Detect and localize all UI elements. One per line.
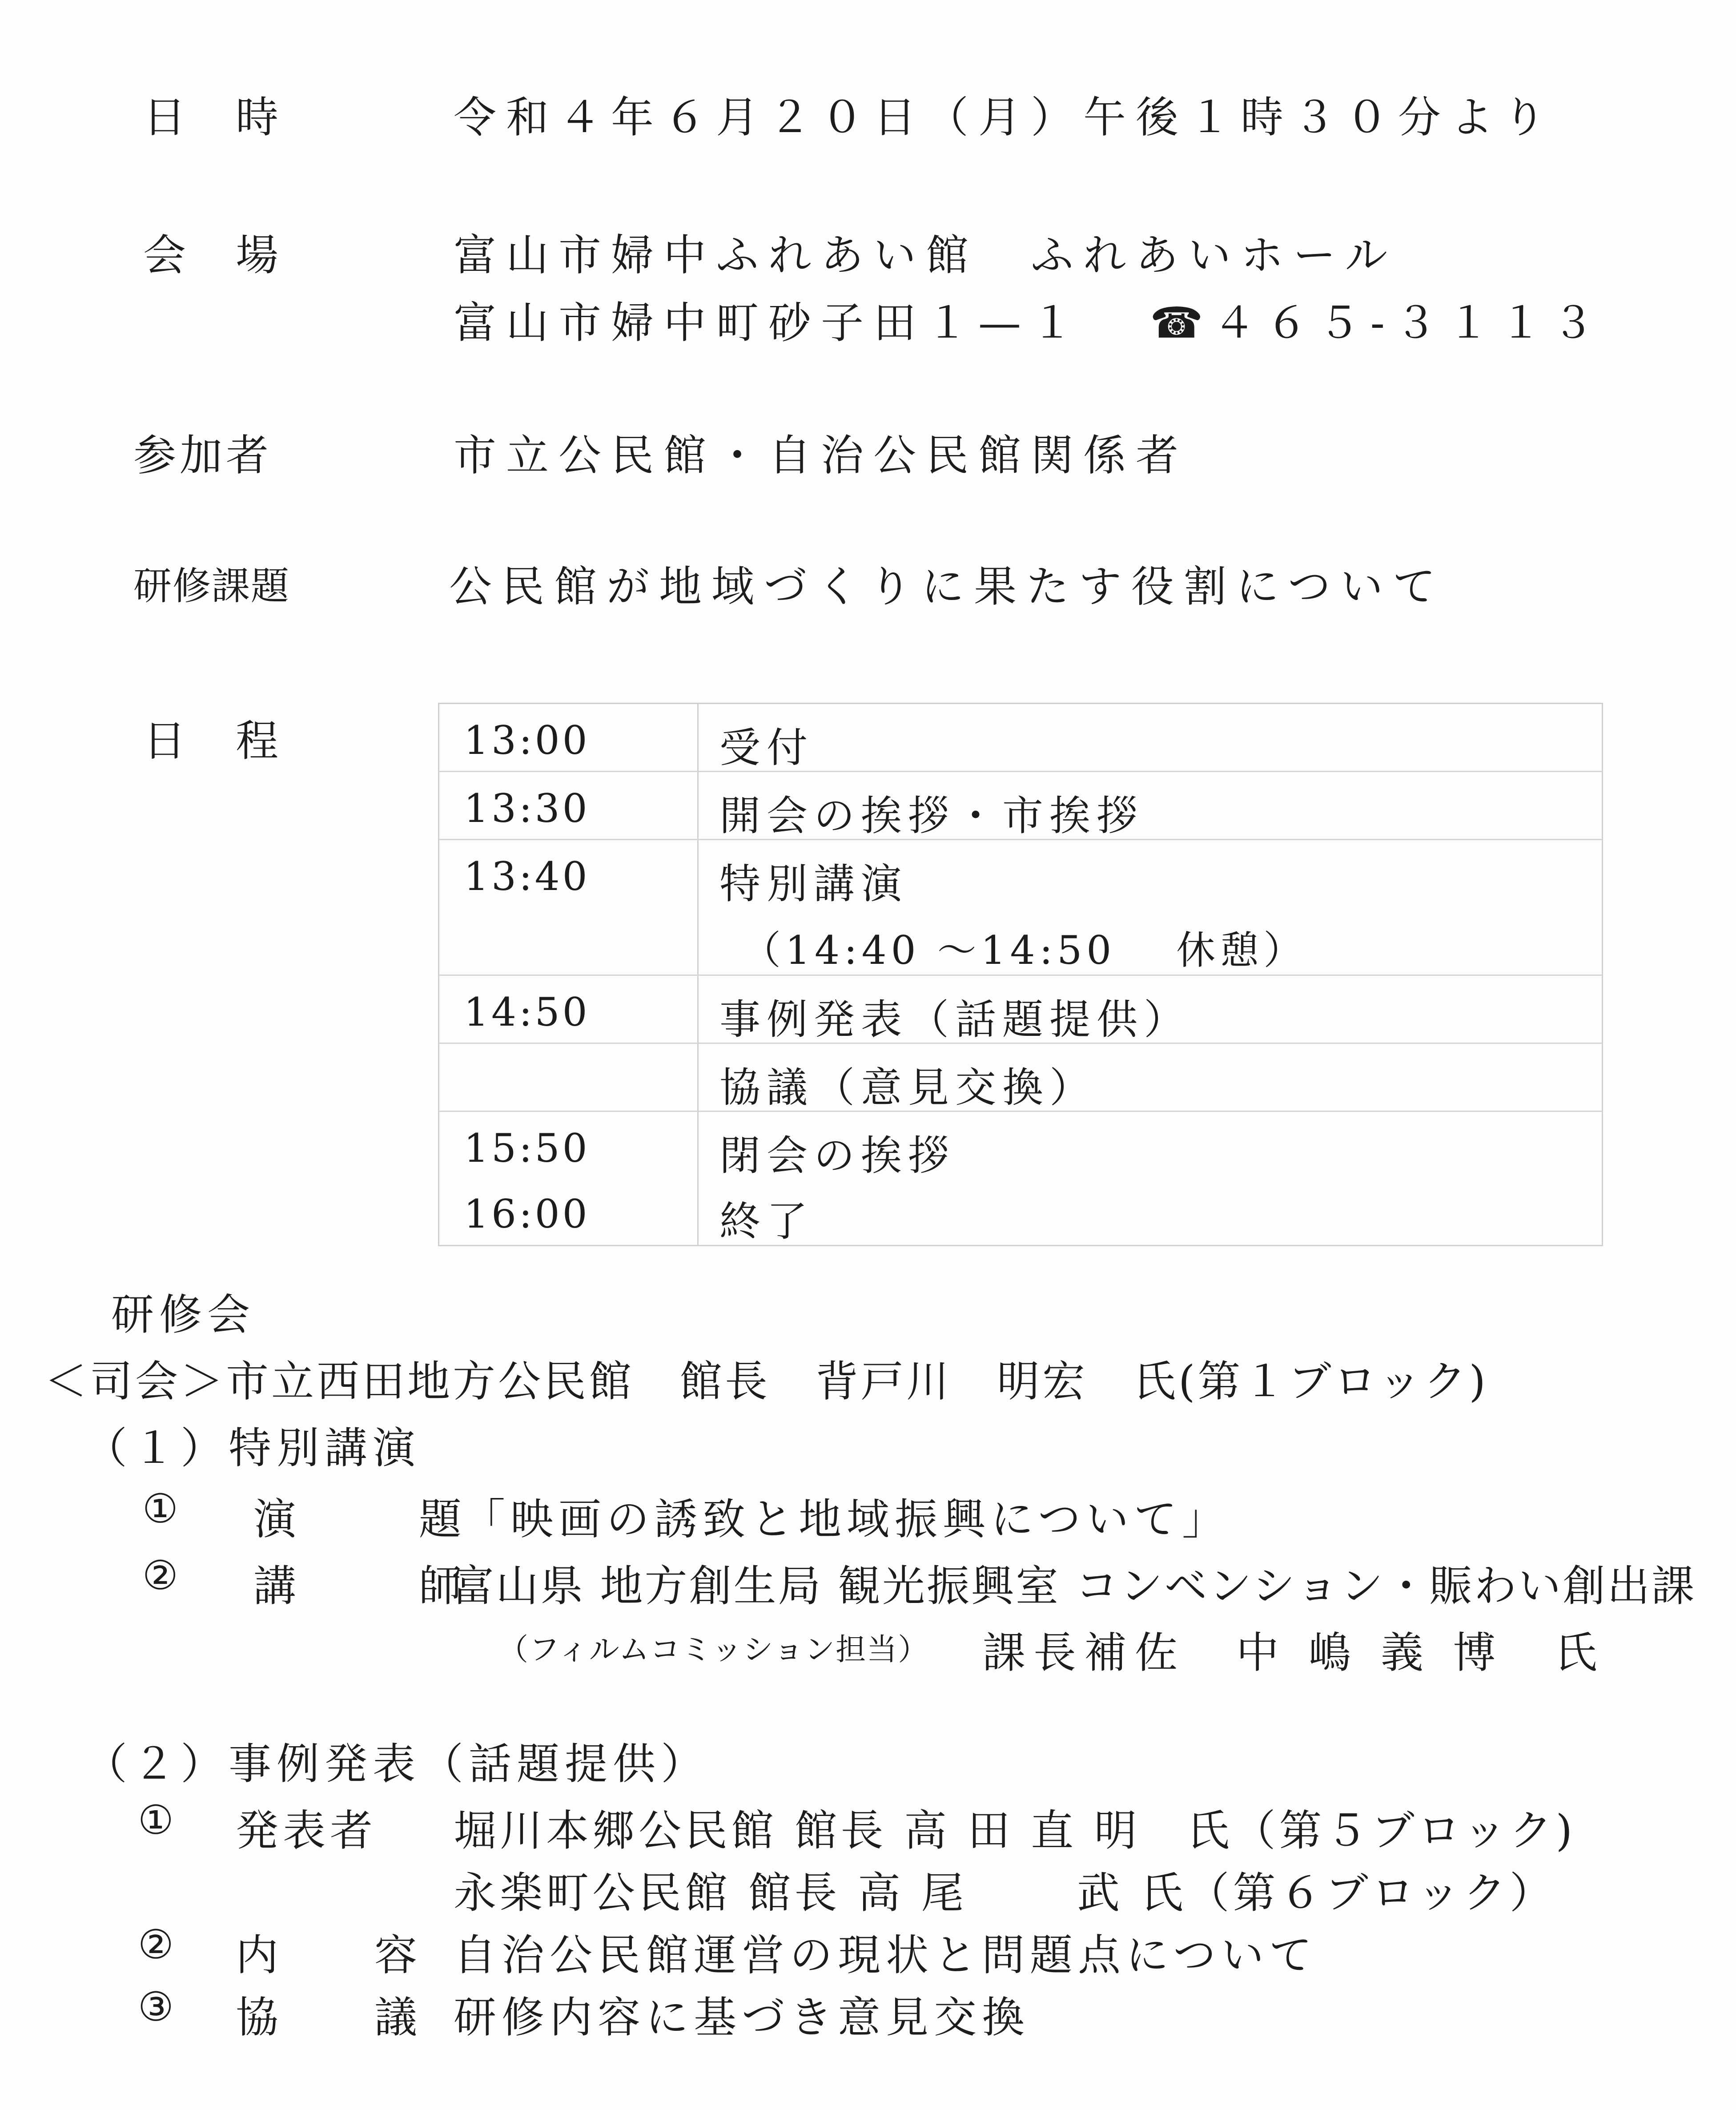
- schedule-row: [439, 1112, 1602, 1180]
- schedule-event-note: （14:40 ～14:50 休憩）: [742, 927, 1307, 973]
- topic-value: 公民館が地域づくりに果たす役割について: [449, 562, 1446, 612]
- participants-label: 参加者: [133, 431, 272, 480]
- lecture-item-label: 演 題: [253, 1494, 502, 1544]
- lecture-item-num: ①: [142, 1486, 184, 1532]
- venue-label: 会 場: [143, 230, 282, 280]
- case-item-label: 協 議: [236, 1993, 444, 2042]
- lecture-heading: （１）特別講演: [84, 1423, 421, 1473]
- case-item-num: ①: [138, 1797, 179, 1844]
- case-item-label: 発表者: [236, 1806, 377, 1856]
- lecture-item-num: ②: [142, 1552, 184, 1599]
- schedule-row: [439, 1044, 1602, 1112]
- emcee-line: ＜司会＞市立西田地方公民館 館長 背戸川 明宏 氏(第１ブロック): [44, 1357, 1488, 1406]
- lecturer-name: 課長補佐 中 嶋 義 博 氏: [983, 1628, 1605, 1678]
- schedule-label: 日 程: [143, 716, 282, 766]
- date-label: 日 時: [143, 93, 282, 142]
- lecture-title: 「映画の誘致と地域振興について」: [462, 1494, 1230, 1544]
- case-content: 自治公民館運営の現状と問題点について: [454, 1930, 1318, 1980]
- case-study-heading: （２）事例発表（話題提供）: [84, 1739, 709, 1789]
- schedule-event: 特別講演: [719, 860, 908, 908]
- case-item-label: 内 容: [236, 1930, 444, 1980]
- schedule-event: 開会の挨拶・市挨拶: [719, 792, 1144, 840]
- lecturer-sub-affiliation: （フィルムコミッション担当）: [498, 1632, 929, 1667]
- schedule-time: 13:00: [464, 717, 590, 763]
- schedule-event: 受付: [719, 724, 814, 772]
- venue-phone: ☎４６５-３１１３: [1150, 298, 1605, 348]
- schedule-time: 14:50: [464, 989, 590, 1035]
- participants-value: 市立公民館・自治公民館関係者: [454, 431, 1188, 480]
- lecture-item-label: 講 師: [253, 1561, 502, 1611]
- schedule-row: [439, 840, 1602, 976]
- topic-label: 研修課題: [133, 564, 290, 608]
- venue-address: 富山市婦中町砂子田１—１: [454, 298, 1083, 348]
- schedule-event: 終了: [719, 1198, 814, 1245]
- schedule-table: [438, 703, 1603, 1246]
- schedule-time: 16:00: [464, 1191, 590, 1237]
- schedule-event: 閉会の挨拶: [719, 1132, 956, 1180]
- venue-name: 富山市婦中ふれあい館 ふれあいホール: [454, 230, 1398, 280]
- schedule-time: 13:30: [464, 785, 590, 831]
- case-discussion: 研修内容に基づき意見交換: [454, 1993, 1030, 2042]
- presenter-2: 永楽町公民館 館長 高 尾 武 氏（第６ブロック）: [454, 1868, 1556, 1918]
- case-item-num: ②: [138, 1921, 179, 1968]
- schedule-row: [439, 704, 1602, 772]
- lecturer-affiliation: 富山県 地方創生局 観光振興室 コンベンション・賑わい創出課: [451, 1561, 1696, 1611]
- schedule-event: 事例発表（話題提供）: [719, 996, 1191, 1043]
- venue-address-line: [454, 289, 1604, 350]
- presenter-1: 堀川本郷公民館 館長 高 田 直 明 氏（第５ブロック): [454, 1806, 1576, 1856]
- seminar-heading: 研修会: [111, 1290, 255, 1340]
- schedule-time: 15:50: [464, 1125, 590, 1171]
- schedule-row: [439, 976, 1602, 1044]
- schedule-event: 協議（意見交換）: [719, 1064, 1097, 1111]
- date-value: 令和４年６月２０日（月）午後１時３０分より: [454, 93, 1555, 142]
- schedule-row: [439, 1180, 1602, 1247]
- case-item-num: ③: [138, 1984, 179, 2030]
- schedule-row: [439, 772, 1602, 840]
- schedule-time: 13:40: [464, 854, 590, 899]
